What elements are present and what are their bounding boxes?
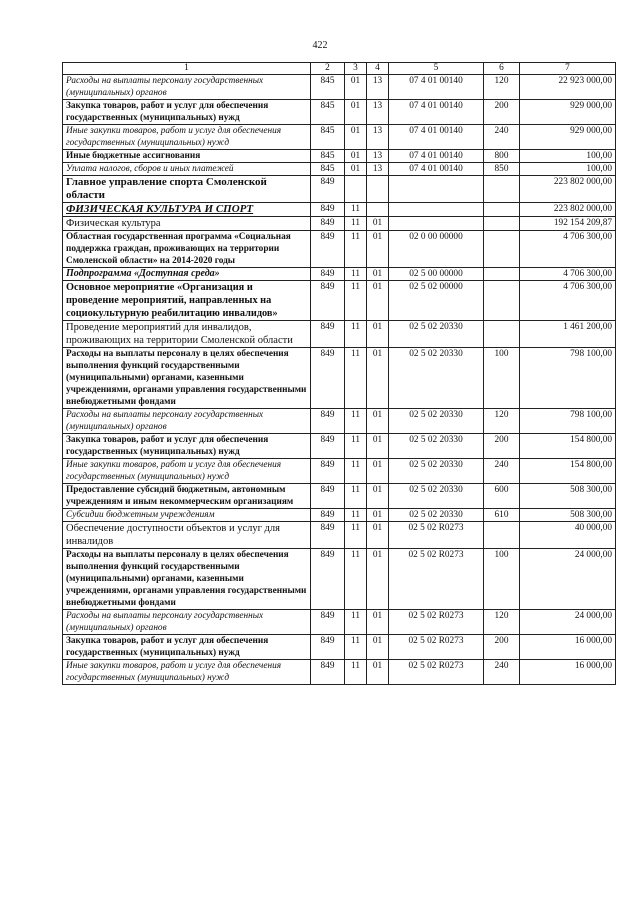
ministry-code: 849: [311, 348, 345, 409]
subsection-code: 01: [367, 231, 389, 268]
ministry-code: 849: [311, 217, 345, 231]
target-article-code: 02 5 02 20330: [389, 459, 484, 484]
amount: 1 461 200,00: [520, 321, 616, 348]
target-article-code: 07 4 01 00140: [389, 100, 484, 125]
expense-type-code: 120: [484, 610, 520, 635]
row-name: Обеспечение доступности объектов и услуг для инвалидов: [63, 522, 311, 549]
expense-type-code: 850: [484, 163, 520, 176]
section-code: 11: [345, 509, 367, 522]
expense-type-code: 120: [484, 409, 520, 434]
ministry-code: 849: [311, 549, 345, 610]
row-name: Иные закупки товаров, работ и услуг для обеспечения государственных (муниципальных) нужд: [63, 660, 311, 685]
section-code: 11: [345, 459, 367, 484]
target-article-code: 02 5 02 R0273: [389, 660, 484, 685]
table-row: [63, 125, 616, 150]
ministry-code: 845: [311, 75, 345, 100]
subsection-code: [367, 203, 389, 217]
row-name: Закупка товаров, работ и услуг для обеспечения государственных (муниципальных) нужд: [63, 100, 311, 125]
table-row: [63, 509, 616, 522]
expense-type-code: 200: [484, 434, 520, 459]
table-row: [63, 348, 616, 409]
subsection-code: 01: [367, 281, 389, 321]
table-row: [63, 434, 616, 459]
subsection-code: 01: [367, 522, 389, 549]
expense-type-code: 100: [484, 348, 520, 409]
target-article-code: 02 5 02 R0273: [389, 549, 484, 610]
table-row: [63, 281, 616, 321]
subsection-code: 01: [367, 459, 389, 484]
row-name: Областная государственная программа «Социальная поддержка граждан, проживающих на территории Смоленской области» на 2014-2020 годы: [63, 231, 311, 268]
row-name: Уплата налогов, сборов и иных платежей: [63, 163, 311, 176]
ministry-code: 849: [311, 281, 345, 321]
section-code: 11: [345, 203, 367, 217]
expense-type-code: 800: [484, 150, 520, 163]
amount: 508 300,00: [520, 484, 616, 509]
section-code: 01: [345, 75, 367, 100]
amount: 508 300,00: [520, 509, 616, 522]
amount: 4 706 300,00: [520, 231, 616, 268]
amount: 223 802 000,00: [520, 203, 616, 217]
section-code: 11: [345, 484, 367, 509]
subsection-code: [367, 176, 389, 203]
target-article-code: [389, 203, 484, 217]
header-row: [63, 63, 616, 75]
row-name: Расходы на выплаты персоналу государственных (муниципальных) органов: [63, 75, 311, 100]
section-code: 11: [345, 660, 367, 685]
subsection-code: 01: [367, 409, 389, 434]
row-name: Главное управление спорта Смоленской области: [63, 176, 311, 203]
section-code: 11: [345, 635, 367, 660]
col-header: 7: [520, 63, 616, 75]
target-article-code: 07 4 01 00140: [389, 150, 484, 163]
amount: 223 802 000,00: [520, 176, 616, 203]
expense-type-code: 100: [484, 549, 520, 610]
subsection-code: 01: [367, 268, 389, 281]
section-code: 11: [345, 549, 367, 610]
col-header: 3: [345, 63, 367, 75]
ministry-code: 849: [311, 231, 345, 268]
subsection-code: 01: [367, 484, 389, 509]
amount: 24 000,00: [520, 549, 616, 610]
row-name: Подпрограмма «Доступная среда»: [63, 268, 311, 281]
col-header: 1: [63, 63, 311, 75]
section-code: 11: [345, 321, 367, 348]
table-row: [63, 610, 616, 635]
target-article-code: [389, 176, 484, 203]
col-header: 2: [311, 63, 345, 75]
target-article-code: 02 5 02 00000: [389, 281, 484, 321]
section-code: 01: [345, 163, 367, 176]
subsection-code: 01: [367, 434, 389, 459]
ministry-code: 849: [311, 522, 345, 549]
expense-type-code: 200: [484, 100, 520, 125]
section-code: 11: [345, 610, 367, 635]
section-code: 11: [345, 434, 367, 459]
expense-type-code: 120: [484, 75, 520, 100]
row-name: ФИЗИЧЕСКАЯ КУЛЬТУРА И СПОРТ: [63, 203, 311, 217]
row-name: Расходы на выплаты персоналу государственных (муниципальных) органов: [63, 409, 311, 434]
amount: 22 923 000,00: [520, 75, 616, 100]
subsection-code: 01: [367, 549, 389, 610]
table-row: [63, 660, 616, 685]
table-row: [63, 176, 616, 203]
row-name: Субсидии бюджетным учреждениям: [63, 509, 311, 522]
section-code: 11: [345, 231, 367, 268]
row-name: Расходы на выплаты персоналу государственных (муниципальных) органов: [63, 610, 311, 635]
row-name: Закупка товаров, работ и услуг для обеспечения государственных (муниципальных) нужд: [63, 635, 311, 660]
table-row: [63, 549, 616, 610]
target-article-code: 02 5 02 20330: [389, 348, 484, 409]
amount: 24 000,00: [520, 610, 616, 635]
expense-type-code: [484, 176, 520, 203]
table-row: [63, 321, 616, 348]
expense-type-code: [484, 203, 520, 217]
row-name: Закупка товаров, работ и услуг для обеспечения государственных (муниципальных) нужд: [63, 434, 311, 459]
expense-type-code: 240: [484, 125, 520, 150]
subsection-code: 13: [367, 75, 389, 100]
ministry-code: 849: [311, 459, 345, 484]
row-name: Иные бюджетные ассигнования: [63, 150, 311, 163]
target-article-code: 02 5 02 R0273: [389, 522, 484, 549]
subsection-code: 01: [367, 610, 389, 635]
section-code: 11: [345, 217, 367, 231]
target-article-code: 02 5 02 R0273: [389, 610, 484, 635]
table-row: [63, 100, 616, 125]
target-article-code: 02 5 02 20330: [389, 509, 484, 522]
amount: 929 000,00: [520, 125, 616, 150]
subsection-code: 01: [367, 321, 389, 348]
subsection-code: 13: [367, 100, 389, 125]
ministry-code: 845: [311, 163, 345, 176]
section-code: 11: [345, 281, 367, 321]
table-row: [63, 268, 616, 281]
target-article-code: 07 4 01 00140: [389, 163, 484, 176]
target-article-code: 02 0 00 00000: [389, 231, 484, 268]
table-row: [63, 217, 616, 231]
ministry-code: 849: [311, 203, 345, 217]
table-row: [63, 459, 616, 484]
expense-type-code: 200: [484, 635, 520, 660]
amount: 4 706 300,00: [520, 281, 616, 321]
expense-type-code: [484, 217, 520, 231]
section-code: 11: [345, 268, 367, 281]
ministry-code: 845: [311, 100, 345, 125]
ministry-code: 845: [311, 125, 345, 150]
section-code: 11: [345, 409, 367, 434]
amount: 154 800,00: [520, 434, 616, 459]
expense-type-code: 240: [484, 660, 520, 685]
section-code: 01: [345, 100, 367, 125]
amount: 100,00: [520, 163, 616, 176]
ministry-code: 849: [311, 268, 345, 281]
target-article-code: [389, 217, 484, 231]
ministry-code: 849: [311, 434, 345, 459]
amount: 4 706 300,00: [520, 268, 616, 281]
subsection-code: 01: [367, 348, 389, 409]
subsection-code: 01: [367, 509, 389, 522]
subsection-code: 01: [367, 660, 389, 685]
table-body: [63, 75, 616, 685]
table-row: [63, 231, 616, 268]
expense-type-code: [484, 231, 520, 268]
ministry-code: 849: [311, 635, 345, 660]
expense-type-code: [484, 321, 520, 348]
section-code: 11: [345, 522, 367, 549]
ministry-code: 849: [311, 409, 345, 434]
table-row: [63, 635, 616, 660]
subsection-code: 01: [367, 635, 389, 660]
row-name: Расходы на выплаты персоналу в целях обеспечения выполнения функций государственными (муниципальными) органами, казенными учреждениями, органами управления государственными внебюджетными фондами: [63, 348, 311, 409]
row-name: Иные закупки товаров, работ и услуг для обеспечения государственных (муниципальных) нужд: [63, 459, 311, 484]
amount: 192 154 209,87: [520, 217, 616, 231]
ministry-code: 849: [311, 660, 345, 685]
expense-type-code: [484, 522, 520, 549]
expense-type-code: [484, 281, 520, 321]
budget-table: [62, 62, 616, 685]
subsection-code: 13: [367, 163, 389, 176]
section-code: 11: [345, 348, 367, 409]
expense-type-code: 600: [484, 484, 520, 509]
row-name: Физическая культура: [63, 217, 311, 231]
row-name: Расходы на выплаты персоналу в целях обеспечения выполнения функций государственными (муниципальными) органами, казенными учреждениями, органами управления государственными внебюджетными фондами: [63, 549, 311, 610]
ministry-code: 849: [311, 610, 345, 635]
amount: 929 000,00: [520, 100, 616, 125]
target-article-code: 02 5 02 20330: [389, 484, 484, 509]
row-name: Предоставление субсидий бюджетным, автономным учреждениям и иным некоммерческим организациям: [63, 484, 311, 509]
row-name: Основное мероприятие «Организация и проведение мероприятий, направленных на социокультурную реабилитацию инвалидов»: [63, 281, 311, 321]
row-name: Проведение мероприятий для инвалидов, проживающих на территории Смоленской области: [63, 321, 311, 348]
amount: 798 100,00: [520, 409, 616, 434]
target-article-code: 02 5 02 R0273: [389, 635, 484, 660]
table-row: [63, 163, 616, 176]
expense-type-code: 610: [484, 509, 520, 522]
amount: 16 000,00: [520, 660, 616, 685]
target-article-code: 02 5 02 20330: [389, 409, 484, 434]
amount: 154 800,00: [520, 459, 616, 484]
ministry-code: 849: [311, 509, 345, 522]
ministry-code: 845: [311, 150, 345, 163]
table-row: [63, 203, 616, 217]
section-code: 01: [345, 150, 367, 163]
row-name: Иные закупки товаров, работ и услуг для обеспечения государственных (муниципальных) нужд: [63, 125, 311, 150]
target-article-code: 02 5 00 00000: [389, 268, 484, 281]
subsection-code: 13: [367, 150, 389, 163]
table-row: [63, 150, 616, 163]
amount: 40 000,00: [520, 522, 616, 549]
target-article-code: 07 4 01 00140: [389, 125, 484, 150]
amount: 16 000,00: [520, 635, 616, 660]
ministry-code: 849: [311, 321, 345, 348]
col-header: 4: [367, 63, 389, 75]
expense-type-code: 240: [484, 459, 520, 484]
table-row: [63, 484, 616, 509]
target-article-code: 02 5 02 20330: [389, 434, 484, 459]
table-row: [63, 409, 616, 434]
page-number: 422: [312, 40, 328, 51]
subsection-code: 01: [367, 217, 389, 231]
ministry-code: 849: [311, 484, 345, 509]
target-article-code: 02 5 02 20330: [389, 321, 484, 348]
col-header: 5: [389, 63, 484, 75]
section-code: [345, 176, 367, 203]
section-code: 01: [345, 125, 367, 150]
target-article-code: 07 4 01 00140: [389, 75, 484, 100]
table-row: [63, 75, 616, 100]
table-row: [63, 522, 616, 549]
ministry-code: 849: [311, 176, 345, 203]
subsection-code: 13: [367, 125, 389, 150]
amount: 798 100,00: [520, 348, 616, 409]
expense-type-code: [484, 268, 520, 281]
amount: 100,00: [520, 150, 616, 163]
col-header: 6: [484, 63, 520, 75]
